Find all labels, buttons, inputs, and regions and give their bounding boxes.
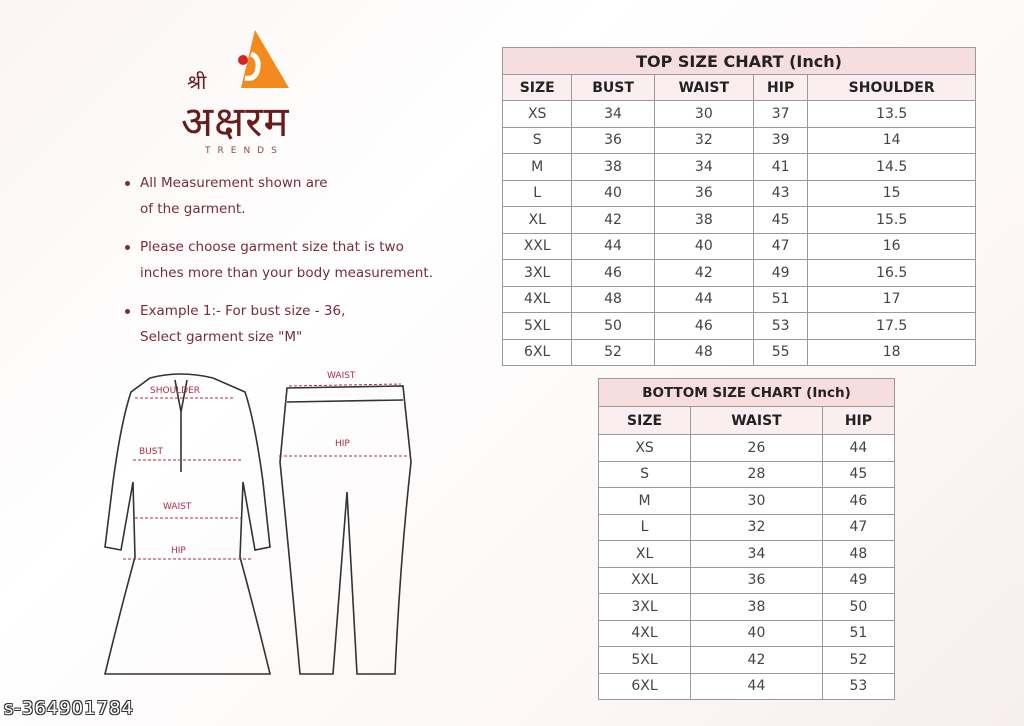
table-cell: 43 [753, 180, 807, 207]
table-cell: 38 [572, 154, 654, 181]
table-cell: XXL [503, 233, 572, 260]
table-cell: 36 [572, 127, 654, 154]
table-row [599, 647, 895, 674]
table-row [599, 435, 895, 462]
note-item [122, 234, 502, 286]
table-cell: 16.5 [808, 260, 976, 287]
table-row [503, 313, 976, 340]
table-row [599, 514, 895, 541]
table-cell: 17.5 [808, 313, 976, 340]
table-cell: 46 [572, 260, 654, 287]
table-cell: 37 [753, 101, 807, 128]
table-row [599, 594, 895, 621]
table-cell: 44 [654, 286, 753, 313]
column-header: SHOULDER [808, 75, 976, 101]
top-size-chart [502, 47, 976, 366]
note-line: Select garment size "M" [140, 329, 303, 345]
table-cell: 15.5 [808, 207, 976, 234]
table-cell: 14.5 [808, 154, 976, 181]
kurta-label-bust: BUST [139, 447, 163, 457]
table-cell: 40 [654, 233, 753, 260]
table-cell: 49 [822, 567, 894, 594]
table-cell: 16 [808, 233, 976, 260]
table-row [503, 286, 976, 313]
table-cell: 46 [822, 488, 894, 515]
table-cell: 53 [822, 673, 894, 700]
table-cell: XL [503, 207, 572, 234]
table-cell: 42 [654, 260, 753, 287]
table-cell: 44 [822, 435, 894, 462]
note-item [122, 170, 502, 222]
measurement-notes [122, 170, 502, 362]
table-row [503, 127, 976, 154]
table-cell: 36 [691, 567, 823, 594]
table-cell: XS [599, 435, 691, 462]
table-cell: L [599, 514, 691, 541]
bullet-icon [125, 245, 130, 250]
table-cell: 6XL [599, 673, 691, 700]
column-header: WAIST [691, 407, 823, 435]
bullet-icon [125, 309, 130, 314]
pants-label-hip: HIP [335, 439, 350, 449]
table-cell: 48 [822, 541, 894, 568]
table-cell: 48 [572, 286, 654, 313]
garment-sketch [95, 362, 425, 684]
table-cell: 44 [572, 233, 654, 260]
kurta-label-waist: WAIST [163, 502, 192, 512]
table-cell: 40 [572, 180, 654, 207]
table-cell: XL [599, 541, 691, 568]
table-row [503, 207, 976, 234]
brand-tagline: TRENDS [205, 146, 284, 156]
bullet-icon [125, 181, 130, 186]
table-cell: 14 [808, 127, 976, 154]
table-cell: M [599, 488, 691, 515]
table-cell: XXL [599, 567, 691, 594]
table-cell: 34 [572, 101, 654, 128]
table-row [503, 154, 976, 181]
table-cell: 51 [822, 620, 894, 647]
table-cell: 5XL [503, 313, 572, 340]
table-cell: 45 [753, 207, 807, 234]
bottom-size-chart [598, 378, 895, 700]
table-row [599, 488, 895, 515]
table-cell: 42 [572, 207, 654, 234]
table-cell: XS [503, 101, 572, 128]
table-cell: 49 [753, 260, 807, 287]
table-cell: 53 [753, 313, 807, 340]
column-header: HIP [822, 407, 894, 435]
table-cell: 6XL [503, 339, 572, 366]
column-header: HIP [753, 75, 807, 101]
brand-prefix: श्री [187, 70, 207, 94]
note-item [122, 298, 502, 350]
bottom-chart-title: BOTTOM SIZE CHART (Inch) [599, 379, 895, 407]
table-cell: 47 [822, 514, 894, 541]
table-cell: 32 [691, 514, 823, 541]
table-cell: L [503, 180, 572, 207]
note-line: inches more than your body measurement. [140, 265, 433, 281]
table-cell: 39 [753, 127, 807, 154]
table-cell: 34 [654, 154, 753, 181]
table-row [599, 461, 895, 488]
table-cell: M [503, 154, 572, 181]
table-cell: 3XL [599, 594, 691, 621]
table-cell: 47 [753, 233, 807, 260]
table-cell: 38 [691, 594, 823, 621]
note-line: All Measurement shown are [140, 175, 328, 191]
table-cell: 45 [822, 461, 894, 488]
kurta-label-shoulder: SHOULDER [150, 386, 201, 396]
pants-outline-icon [280, 386, 411, 674]
table-cell: 28 [691, 461, 823, 488]
table-row [599, 567, 895, 594]
table-cell: S [599, 461, 691, 488]
product-id-watermark: s-364901784 [4, 698, 134, 719]
table-cell: 41 [753, 154, 807, 181]
table-row [503, 180, 976, 207]
table-cell: 13.5 [808, 101, 976, 128]
brand-name: अक्षरम [181, 97, 290, 146]
table-cell: 3XL [503, 260, 572, 287]
top-chart-title: TOP SIZE CHART (Inch) [503, 48, 976, 75]
table-cell: 55 [753, 339, 807, 366]
table-cell: 4XL [503, 286, 572, 313]
table-cell: 51 [753, 286, 807, 313]
table-cell: 18 [808, 339, 976, 366]
table-row [503, 101, 976, 128]
table-row [503, 233, 976, 260]
table-cell: 36 [654, 180, 753, 207]
table-cell: 46 [654, 313, 753, 340]
table-row [599, 541, 895, 568]
table-cell: 50 [822, 594, 894, 621]
table-cell: 30 [691, 488, 823, 515]
column-header: SIZE [503, 75, 572, 101]
table-cell: 5XL [599, 647, 691, 674]
table-cell: S [503, 127, 572, 154]
table-cell: 40 [691, 620, 823, 647]
note-line: Example 1:- For bust size - 36, [140, 303, 346, 319]
note-line: of the garment. [140, 201, 246, 217]
table-cell: 52 [822, 647, 894, 674]
table-cell: 17 [808, 286, 976, 313]
table-cell: 50 [572, 313, 654, 340]
table-cell: 38 [654, 207, 753, 234]
pants-label-waist: WAIST [327, 371, 356, 381]
column-header: WAIST [654, 75, 753, 101]
table-cell: 26 [691, 435, 823, 462]
table-cell: 52 [572, 339, 654, 366]
column-header: SIZE [599, 407, 691, 435]
table-row [503, 260, 976, 287]
note-line: Please choose garment size that is two [140, 239, 404, 255]
top-chart-body [503, 101, 976, 366]
table-row [599, 673, 895, 700]
kurta-label-hip: HIP [171, 546, 186, 556]
table-cell: 34 [691, 541, 823, 568]
table-cell: 42 [691, 647, 823, 674]
kurta-outline-icon [105, 374, 270, 674]
bottom-chart-body [599, 435, 895, 700]
column-header: BUST [572, 75, 654, 101]
table-row [599, 620, 895, 647]
table-row [503, 339, 976, 366]
table-cell: 32 [654, 127, 753, 154]
brand-logo [175, 28, 335, 158]
table-cell: 30 [654, 101, 753, 128]
logo-mark-icon [221, 28, 291, 90]
table-cell: 44 [691, 673, 823, 700]
table-cell: 48 [654, 339, 753, 366]
table-cell: 4XL [599, 620, 691, 647]
table-cell: 15 [808, 180, 976, 207]
